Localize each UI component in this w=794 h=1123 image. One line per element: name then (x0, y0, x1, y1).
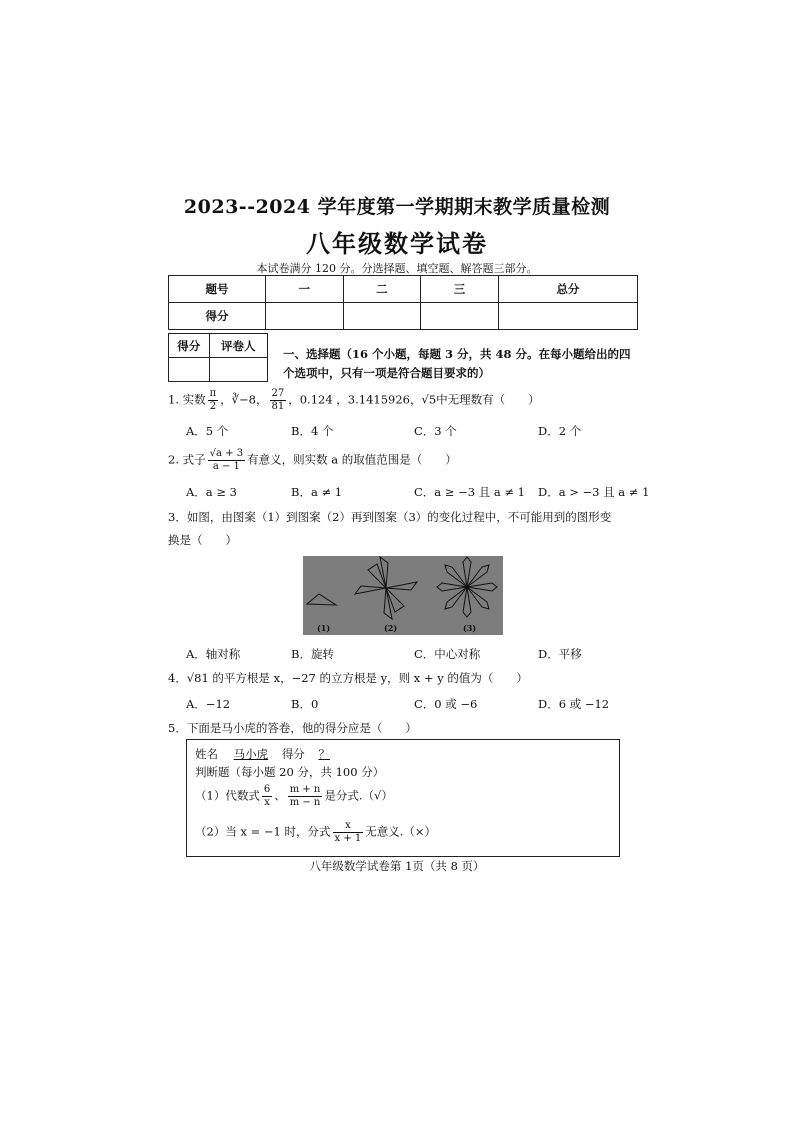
q2-suffix: 有意义，则实数 a 的取值范围是（ ） (247, 452, 457, 467)
item-2-prefix: （2）当 x = −1 时，分式 (195, 824, 331, 839)
item-1-prefix: （1）代数式 (195, 788, 260, 803)
fraction-denominator: x + 1 (334, 833, 362, 844)
q1-suffix: 中无理数有（ ） (436, 392, 540, 407)
fraction-6-over-x (262, 784, 272, 809)
score-table-cell: 总分 (498, 276, 637, 303)
fraction-numerator: √a + 3 (209, 448, 244, 459)
score-table-cell: 得分 (169, 303, 266, 330)
fraction-m-plus-n-over-m-minus-n (288, 784, 323, 809)
score-blank-cell[interactable] (343, 303, 421, 330)
fraction-denominator: a − 1 (212, 461, 240, 472)
fraction-denominator: x (264, 797, 270, 808)
score-table-cell: 三 (421, 276, 499, 303)
question-3-line-2: 换是（ ） (168, 533, 237, 547)
fraction-numerator: π (209, 388, 217, 399)
score-table-header-row (169, 276, 638, 303)
q3-option-c[interactable]: C．中心对称 (414, 647, 481, 661)
q2-option-c[interactable]: C．a ≥ −3 且 a ≠ 1 (414, 485, 525, 499)
score-table-cell: 二 (343, 276, 421, 303)
section-1-line: 一、选择题（16 个小题，每题 3 分，共 48 分。在每小题给出的四 (283, 347, 631, 361)
question-3-line-1: 3．如图，由图案（1）到图案（2）再到图案（3）的变化过程中，不可能用到的图形变 (168, 510, 612, 524)
q2-number: 2. (168, 452, 179, 467)
q1-prefix: 实数 (182, 392, 206, 407)
score-value: ？ (318, 747, 330, 761)
q1-option-c[interactable]: C．3 个 (414, 424, 457, 438)
q4-option-c[interactable]: C．0 或 −6 (414, 697, 478, 711)
answer-sheet-name-row (195, 746, 334, 762)
question-4: 4．√81 的平方根是 x，−27 的立方根是 y，则 x + y 的值为（ ） (168, 671, 528, 685)
grader-table (168, 333, 268, 382)
score-blank-cell[interactable] (421, 303, 499, 330)
score-label: 得分 (281, 747, 305, 761)
score-blank-cell[interactable] (266, 303, 344, 330)
exam-title: 2023--2024 学年度第一学期期末教学质量检测 (183, 196, 611, 218)
name-value: 马小虎 (233, 747, 269, 761)
q1-option-d[interactable]: D．2 个 (538, 424, 582, 438)
judge-item-1 (195, 784, 393, 809)
page-footer: 八年级数学试卷第 1页（共 8 页） (309, 859, 485, 873)
question-5: 5．下面是马小虎的答卷，他的得分应是（ ） (168, 721, 417, 735)
q4-option-b[interactable]: B．0 (291, 697, 319, 711)
question-2 (168, 448, 457, 473)
q3-option-b[interactable]: B．旋转 (291, 647, 334, 661)
q1-number: 1. (168, 392, 179, 407)
q3-option-a[interactable]: A．轴对称 (186, 647, 241, 661)
fraction-sqrt-a-plus-3-over-a-minus-1 (208, 448, 245, 473)
score-table-cell: 一 (266, 276, 344, 303)
score-table-cell: 题号 (169, 276, 266, 303)
q1-option-a[interactable]: A．5 个 (186, 424, 229, 438)
q1-sqrt5: √5 (421, 392, 437, 407)
question-1: 1. 实数 $\frac{\pi}{2}$ ，∛−8， $\frac{27}{81}$ ，0.124 ，3.1415926，√5中无理数有（ ） (168, 388, 540, 412)
section-1-line: 个选项中，只有一项是符合题目要求的） (283, 366, 490, 380)
name-label: 姓名 (195, 747, 218, 761)
q1-cube-root: ∛−8 (231, 392, 256, 407)
grader-name-blank[interactable] (209, 358, 267, 382)
fraction-denominator: m − n (289, 797, 321, 808)
q3-figure-patterns (303, 556, 503, 635)
grader-name-label: 评卷人 (209, 334, 267, 358)
section-1-heading (283, 345, 643, 383)
q2-prefix: 式子 (182, 452, 206, 467)
fraction-numerator: m + n (289, 784, 321, 795)
score-blank-cell[interactable] (498, 303, 637, 330)
pattern-1-triangle (307, 594, 336, 605)
q2-option-d[interactable]: D．a > −3 且 a ≠ 1 (538, 485, 650, 499)
q4-option-d[interactable]: D．6 或 −12 (538, 697, 610, 711)
item-1-suffix: 是分式.（√） (324, 788, 393, 803)
item-1-separator: 、 (274, 788, 286, 803)
fraction-pi-over-2 (208, 388, 219, 413)
item-2-suffix: 无意义.（×） (365, 824, 437, 839)
q2-option-b[interactable]: B．a ≠ 1 (291, 485, 343, 499)
answer-sheet-box (186, 739, 620, 857)
pattern-2-windmill (355, 557, 417, 619)
pattern-2-label: (2) (384, 623, 398, 633)
pattern-3-label: (3) (463, 623, 477, 633)
q1-middle: ，0.124 ，3.1415926， (288, 392, 422, 407)
q2-option-a[interactable]: A．a ≥ 3 (186, 485, 237, 499)
judge-heading: 判断题（每小题 20 分，共 100 分） (195, 765, 385, 779)
fraction-numerator: x (333, 820, 364, 833)
pattern-3-star (437, 557, 497, 617)
score-table (168, 275, 638, 330)
grader-score-label: 得分 (169, 334, 210, 358)
fraction-denominator: 2 (209, 401, 217, 412)
fraction-numerator: 6 (263, 784, 271, 795)
q1-option-b[interactable]: B．4 个 (291, 424, 334, 438)
q3-option-d[interactable]: D．平移 (538, 647, 582, 661)
judge-item-2 (195, 820, 436, 845)
exam-intro: 本试卷满分 120 分。分选择题、填空题、解答题三部分。 (256, 262, 538, 275)
q4-option-a[interactable]: A．−12 (186, 697, 231, 711)
fraction-27-over-81 (270, 388, 287, 413)
fraction-x-over-x-plus-1 (333, 820, 364, 845)
score-table-score-row (169, 303, 638, 330)
fraction-denominator: 81 (271, 401, 285, 412)
pattern-1-label: (1) (317, 623, 331, 633)
exam-subtitle: 八年级数学试卷 (306, 229, 488, 258)
fraction-numerator: 27 (271, 388, 285, 399)
grader-score-blank[interactable] (169, 358, 210, 382)
